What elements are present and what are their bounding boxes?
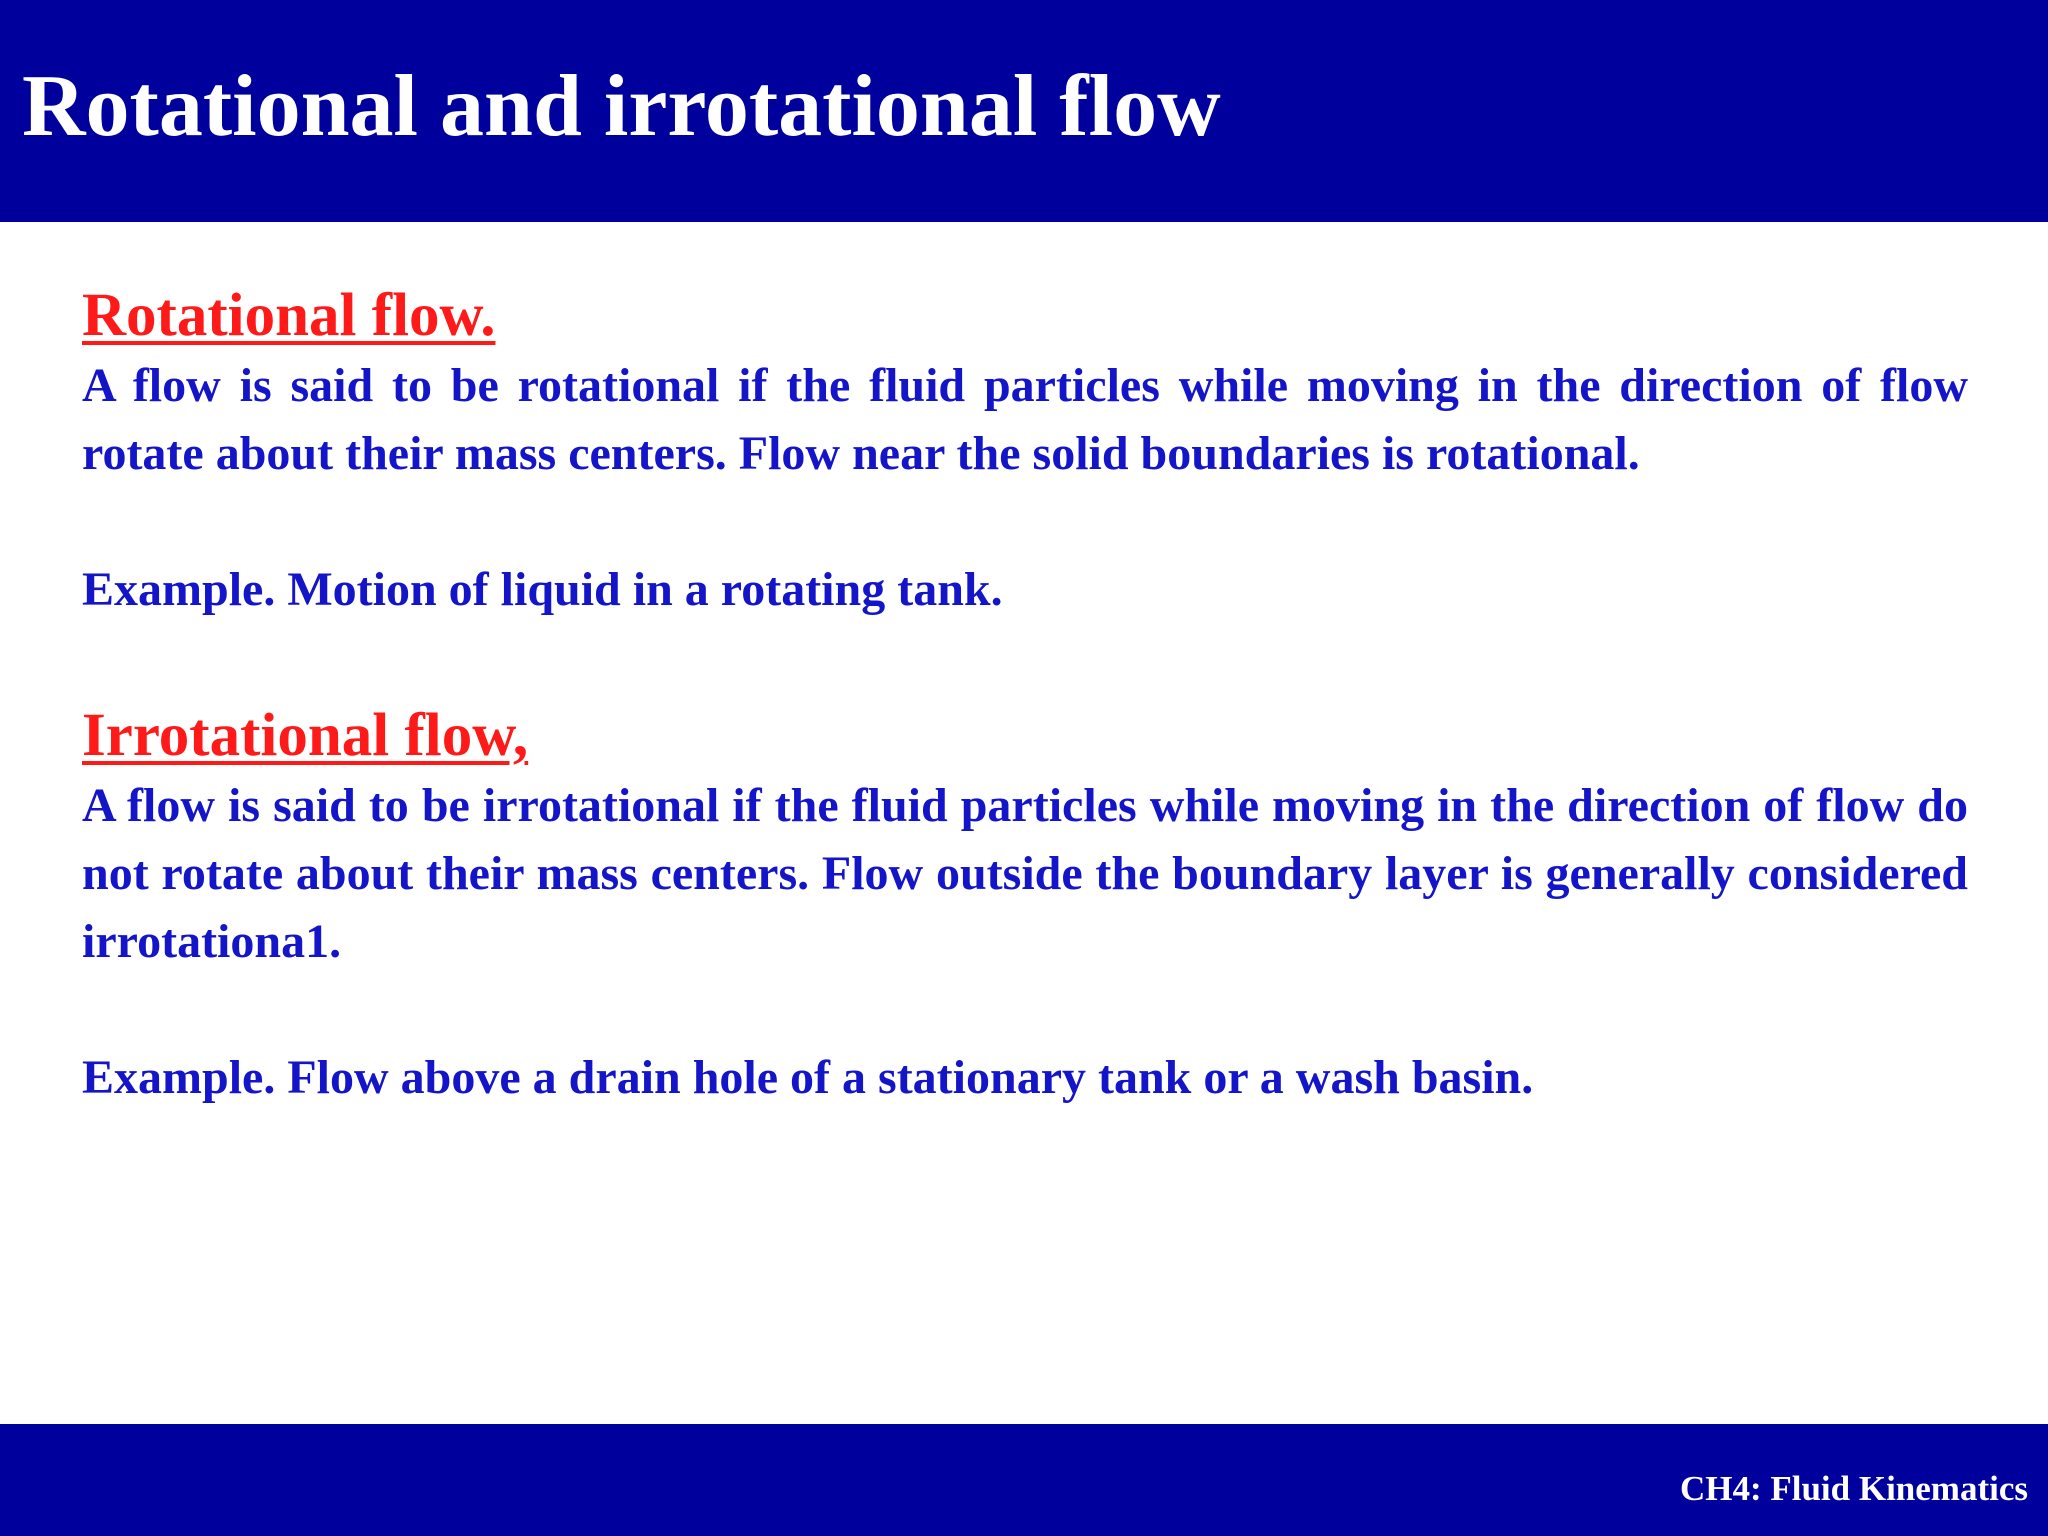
section-heading-rotational: Rotational flow.	[82, 282, 496, 349]
rotational-flow-section	[82, 280, 1968, 624]
title-banner	[0, 0, 2048, 222]
example-irrotational: Example. Flow above a drain hole of a stationary tank or a wash basin.	[82, 1051, 1534, 1104]
spacer	[82, 624, 1968, 700]
section-body-irrotational: A flow is said to be irrotational if the fluid particles while moving in the direction of flow do not rotate about their mass centers. Flow outside the boundary layer is generally considered irrotationa1.	[82, 779, 1968, 968]
slide-title: Rotational and irrotational flow	[22, 58, 1221, 155]
footer-banner	[0, 1424, 2048, 1536]
chapter-label: CH4: Fluid Kinematics	[1679, 1469, 2028, 1508]
irrotational-flow-section	[82, 700, 1968, 1112]
section-body-rotational: A flow is said to be rotational if the fluid particles while moving in the direction of flow rotate about their mass centers. Flow near the solid boundaries is rotational.	[82, 359, 1968, 480]
spacer	[82, 488, 1968, 556]
example-rotational: Example. Motion of liquid in a rotating tank.	[82, 563, 1003, 616]
spacer	[82, 976, 1968, 1044]
section-heading-irrotational: Irrotational flow,	[82, 702, 529, 769]
slide-content	[82, 280, 1968, 1112]
